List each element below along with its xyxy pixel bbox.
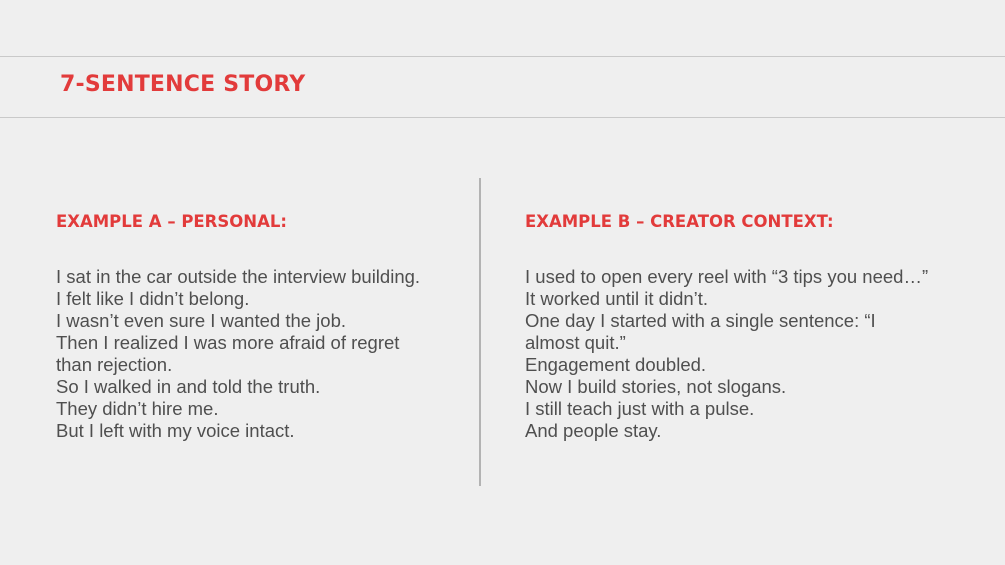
- story-line: It worked until it didn’t.: [525, 288, 709, 309]
- story-line: than rejection.: [56, 354, 173, 375]
- example-a-heading: EXAMPLE A – PERSONAL:: [56, 212, 287, 231]
- story-line: almost quit.”: [525, 332, 626, 353]
- story-line: I used to open every reel with “3 tips you need…”: [525, 266, 929, 287]
- story-line: But I left with my voice intact.: [56, 420, 295, 441]
- example-b-story: [525, 266, 965, 442]
- story-line: I sat in the car outside the interview building.: [56, 266, 421, 287]
- example-a-column: [56, 211, 466, 442]
- column-divider: [479, 178, 481, 486]
- example-b-column: [525, 211, 965, 442]
- story-line: I wasn’t even sure I wanted the job.: [56, 310, 347, 331]
- story-line: Then I realized I was more afraid of regret: [56, 332, 400, 353]
- story-line: Now I build stories, not slogans.: [525, 376, 787, 397]
- page-title: 7-SENTENCE STORY: [60, 72, 306, 97]
- story-line: I felt like I didn’t belong.: [56, 288, 250, 309]
- top-divider-line: [0, 56, 1005, 57]
- story-line: And people stay.: [525, 420, 662, 441]
- story-line: Engagement doubled.: [525, 354, 707, 375]
- story-line: So I walked in and told the truth.: [56, 376, 321, 397]
- story-line: I still teach just with a pulse.: [525, 398, 755, 419]
- story-line: One day I started with a single sentence: “I: [525, 310, 876, 331]
- story-line: They didn’t hire me.: [56, 398, 219, 419]
- header-divider-line: [0, 117, 1005, 118]
- example-a-story: [56, 266, 466, 442]
- example-b-heading: EXAMPLE B – CREATOR CONTEXT:: [525, 212, 834, 231]
